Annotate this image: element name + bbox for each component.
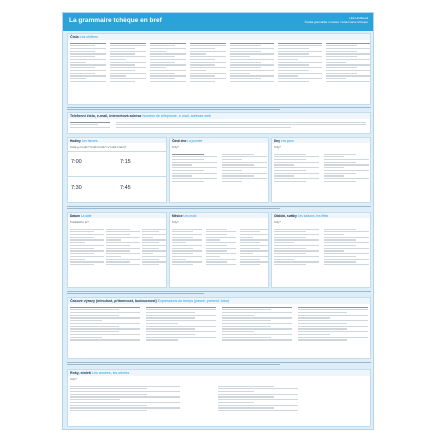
years-column-2 xyxy=(218,384,298,413)
heading-cz: Dny xyxy=(274,138,281,143)
section-heading xyxy=(272,138,370,143)
numbers-section xyxy=(67,33,371,105)
weekdays-list-fr xyxy=(324,152,369,184)
time-value: 7:30 xyxy=(71,185,82,191)
heading-cz: Období, svátky xyxy=(274,213,297,218)
heading-fr: Les mois xyxy=(183,213,197,218)
hours-section xyxy=(67,137,167,203)
heading-fr: Les jours xyxy=(280,138,294,143)
date-list-1 xyxy=(70,227,104,267)
seasons-section xyxy=(271,212,371,288)
weekdays-list xyxy=(274,152,319,184)
section-heading xyxy=(170,213,268,218)
time-value: 7:00 xyxy=(71,159,82,165)
heading-fr: Les heures xyxy=(81,138,98,143)
heading-cz: Čísla xyxy=(70,35,79,39)
date-note xyxy=(67,290,371,295)
section-heading xyxy=(68,34,370,40)
numbers-note xyxy=(67,106,371,111)
time-expr-column-2 xyxy=(146,305,216,342)
week-question: Kdy? xyxy=(274,145,281,149)
weekdays-section xyxy=(271,137,371,203)
seasons-list xyxy=(274,227,319,267)
author-name: Lilia Hrušková xyxy=(349,16,368,20)
heading-fr: Les saisons, les fêtes xyxy=(297,213,329,218)
months-list-2 xyxy=(206,227,236,267)
heading-cz: Časové výrazy (minulost, přítomnost, budoucnost) xyxy=(70,299,157,303)
section-heading xyxy=(170,138,268,143)
date-section xyxy=(67,212,167,288)
numbers-column-6 xyxy=(278,41,322,84)
heading-fr: Expressions de temps (passé, présent, futur) xyxy=(157,299,230,303)
day-parts-list xyxy=(172,152,217,184)
months-section xyxy=(169,212,269,288)
heading-cz: Telefonní číslo, e-mail, internetová adresa xyxy=(70,114,142,118)
months-list-3 xyxy=(240,227,268,267)
date-list-2 xyxy=(106,227,140,267)
months-list-1 xyxy=(172,227,202,267)
years-column-1 xyxy=(70,384,180,413)
numbers-column-4 xyxy=(190,41,226,84)
grammar-sheet xyxy=(62,12,374,430)
phone-column-1 xyxy=(70,120,110,130)
numbers-column-2 xyxy=(110,41,146,84)
section-heading xyxy=(68,138,166,143)
day-parts-section xyxy=(169,137,269,203)
time-value: 7:45 xyxy=(120,185,131,191)
heading-cz: Roky, století xyxy=(70,371,92,375)
heading-fr: La journée xyxy=(187,138,203,143)
time-expr-column-4 xyxy=(298,305,368,342)
time-expressions-section xyxy=(67,297,371,359)
time-value: 7:15 xyxy=(120,159,131,165)
credits xyxy=(305,16,368,24)
hours-question: Kolik je hodin? Kolik hodin? V kolik hodin? xyxy=(70,145,127,149)
numbers-column-7 xyxy=(326,41,370,84)
heading-cz: Měsíce xyxy=(172,213,183,218)
day-question: Kdy? xyxy=(172,145,179,149)
numbers-column-3 xyxy=(150,41,186,84)
book-subtitle: Česká gramatika v kostce / Grammaire tchèque xyxy=(304,20,368,24)
section-heading xyxy=(68,213,166,218)
heading-fr: Numéro de téléphone, e-mail, adresse web xyxy=(142,114,211,118)
years-section xyxy=(67,369,371,427)
title-banner xyxy=(63,13,373,31)
time-expr-column-1 xyxy=(70,305,140,342)
day-parts-list-fr xyxy=(222,152,267,184)
page-title: La grammaire tchèque en bref xyxy=(69,17,162,24)
hours-note xyxy=(67,205,371,210)
section-heading xyxy=(272,213,370,218)
heading-cz: Hodiny xyxy=(70,138,81,143)
phone-section xyxy=(67,112,371,134)
heading-fr: Les chiffres xyxy=(79,35,98,39)
section-heading xyxy=(68,113,370,119)
heading-cz: Části dne xyxy=(172,138,187,143)
heading-cz: Datum xyxy=(70,213,80,218)
heading-fr: Les années, les siècles xyxy=(92,371,130,375)
date-list-3 xyxy=(142,227,166,267)
month-question: Kdy? xyxy=(172,220,179,224)
section-heading xyxy=(68,370,370,376)
section-heading xyxy=(68,298,370,304)
years-question: Kdy? xyxy=(70,377,77,381)
numbers-column-1 xyxy=(70,41,106,84)
date-question: Kolikátého je? xyxy=(70,220,89,224)
time-expr-column-3 xyxy=(222,305,292,342)
time-note xyxy=(67,361,371,366)
heading-fr: La date xyxy=(80,213,92,218)
phone-column-2 xyxy=(116,120,366,130)
seasons-list-fr xyxy=(324,227,369,267)
numbers-column-5 xyxy=(230,41,274,84)
season-question: Kdy? xyxy=(274,220,281,224)
